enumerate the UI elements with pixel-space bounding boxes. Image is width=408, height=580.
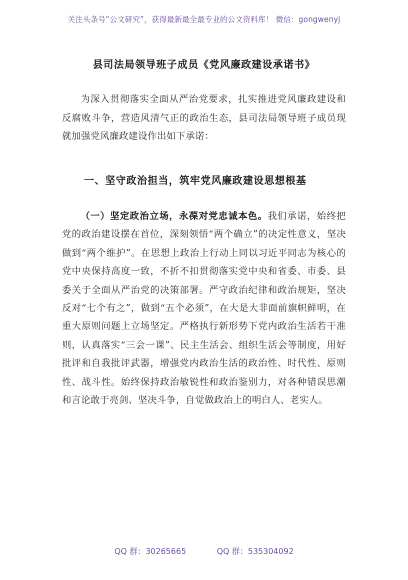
- footer-qq-group-1: QQ 群：30265665: [114, 547, 187, 556]
- document-title: 县司法局领导班子成员《党风廉政建设承诺书》: [92, 60, 316, 71]
- header-banner: 关注头条号“公文研究”，获得最新最全最专业的公文资料库！ 微信：gongwenyj: [67, 15, 341, 24]
- footer-qq-group-2: QQ 群：535304092: [216, 547, 294, 556]
- subsection-lead: （一）坚定政治立场，永葆对党忠诚本色。: [80, 211, 268, 222]
- footer-banner: [0, 546, 408, 557]
- intro-paragraph: 为深入贯彻落实全面从严治党要求，扎实推进党风廉政建设和反腐败斗争，营造风清气正的政治生态，县司法局领导班子成员现就加强党风廉政建设作出如下承诺：: [62, 94, 346, 142]
- body-paragraph: [62, 208, 346, 410]
- subsection-body: 我们承诺，始终把党的政治建设摆在首位，深刻领悟“两个确立”的决定性意义，坚决做到“两个维护”。在思想上政治上行动上同以习近平同志为核心的党中央保持高度一致，不折不扣贯彻落实党中央和省委、市委、县委关于全面从严治党的决策部署。严守政治纪律和政治规矩，坚决反对“七个有之”，做到“五个必须”，在大是大非面前旗帜鲜明，在重大原则问题上立场坚定。严格执行新形势下党内政治生活若干准则，认真落实“三会一课”、民主生活会、组织生活会等制度，用好批评和自我批评武器，增强党内政治生活的政治性、时代性、原则性、战斗性。始终保持政治敏锐性和政治鉴别力，对各种错误思潮和言论敢于亮剑、坚决斗争，自觉做政治上的明白人、老实人。: [62, 211, 346, 407]
- section-heading: 一、坚守政治担当，筑牢党风廉政建设思想根基: [84, 176, 307, 187]
